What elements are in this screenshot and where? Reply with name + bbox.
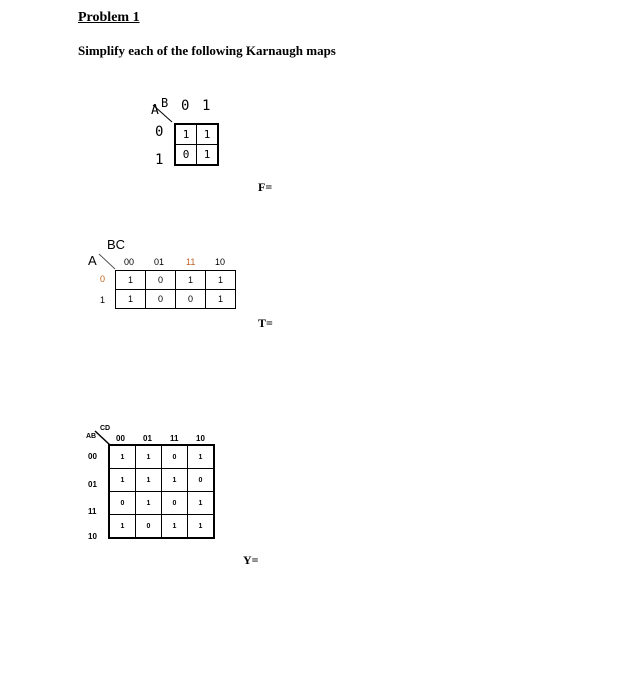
kmap3-cell: 0 [162,492,188,515]
kmap2-col-var: BC [107,237,126,252]
kmap3-cell: 0 [188,469,215,492]
kmap3-grid [108,444,215,539]
kmap2-corner-diagonal [98,253,118,271]
kmap2-row-var: A [88,253,97,268]
kmap3-col-label: 00 [116,434,125,443]
kmap2-cell: 1 [116,290,146,309]
kmap3-col-var: CD [100,425,111,432]
kmap2-cell: 1 [206,271,236,290]
kmap3-cell: 1 [136,445,162,469]
kmap2-cell: 0 [146,271,176,290]
kmap1-cell: 1 [197,124,219,145]
kmap2-cell: 0 [176,290,206,309]
kmap3-col-label: 10 [196,434,205,443]
kmap1-col-label: 0 [181,98,190,114]
kmap1-corner-diagonal [150,103,174,123]
kmap1-col-var: B [161,96,169,110]
kmap3-cell: 1 [136,469,162,492]
kmap2-cell: 0 [146,290,176,309]
kmap3-cell: 1 [109,469,136,492]
kmap1-cell: 0 [175,145,197,166]
kmap3-cell: 1 [162,469,188,492]
kmap1-cell: 1 [175,124,197,145]
kmap3-col-label: 01 [143,434,152,443]
kmap2-cell: 1 [116,271,146,290]
kmap3-row-label: 00 [88,452,97,461]
kmap2-col-label: 00 [124,257,135,267]
kmap2-col-label: 01 [154,257,165,267]
kmap3-cell: 1 [136,492,162,515]
kmap3-row-var: AB [86,433,97,440]
kmap2-grid [115,270,236,309]
kmap1-row-label: 0 [155,124,164,140]
kmap3-cell: 1 [109,445,136,469]
kmap3-cell: 0 [162,445,188,469]
kmap2-cell: 1 [206,290,236,309]
kmap3-cell: 0 [136,515,162,539]
kmap1-col-label: 1 [202,98,211,114]
kmap3-row-label: 01 [88,480,97,489]
kmap1-row-var: A [151,103,159,118]
kmap1-grid [174,123,219,166]
kmap3-cell: 1 [188,445,215,469]
kmap3-answer-label: Y= [243,553,259,567]
kmap3-cell: 1 [188,515,215,539]
kmap2-cell: 1 [176,271,206,290]
kmap2-answer-label: T= [258,316,273,330]
kmap2-col-label: 11 [186,257,196,267]
kmap3-cell: 1 [109,515,136,539]
kmap1-row-label: 1 [155,152,164,168]
kmap2-row-label: 0 [100,274,106,284]
instruction-text: Simplify each of the following Karnaugh maps [78,43,336,58]
kmap2-row-label: 1 [100,295,106,305]
problem-title: Problem 1 [78,10,140,25]
kmap1-cell: 1 [197,145,219,166]
kmap3-cell: 1 [188,492,215,515]
kmap3-cell: 0 [109,492,136,515]
kmap3-row-label: 11 [88,507,97,516]
kmap3-row-label: 10 [88,532,97,541]
kmap1-answer-label: F= [258,180,273,194]
kmap2-col-label: 10 [215,257,226,267]
kmap3-col-label: 11 [170,434,179,443]
kmap3-cell: 1 [162,515,188,539]
